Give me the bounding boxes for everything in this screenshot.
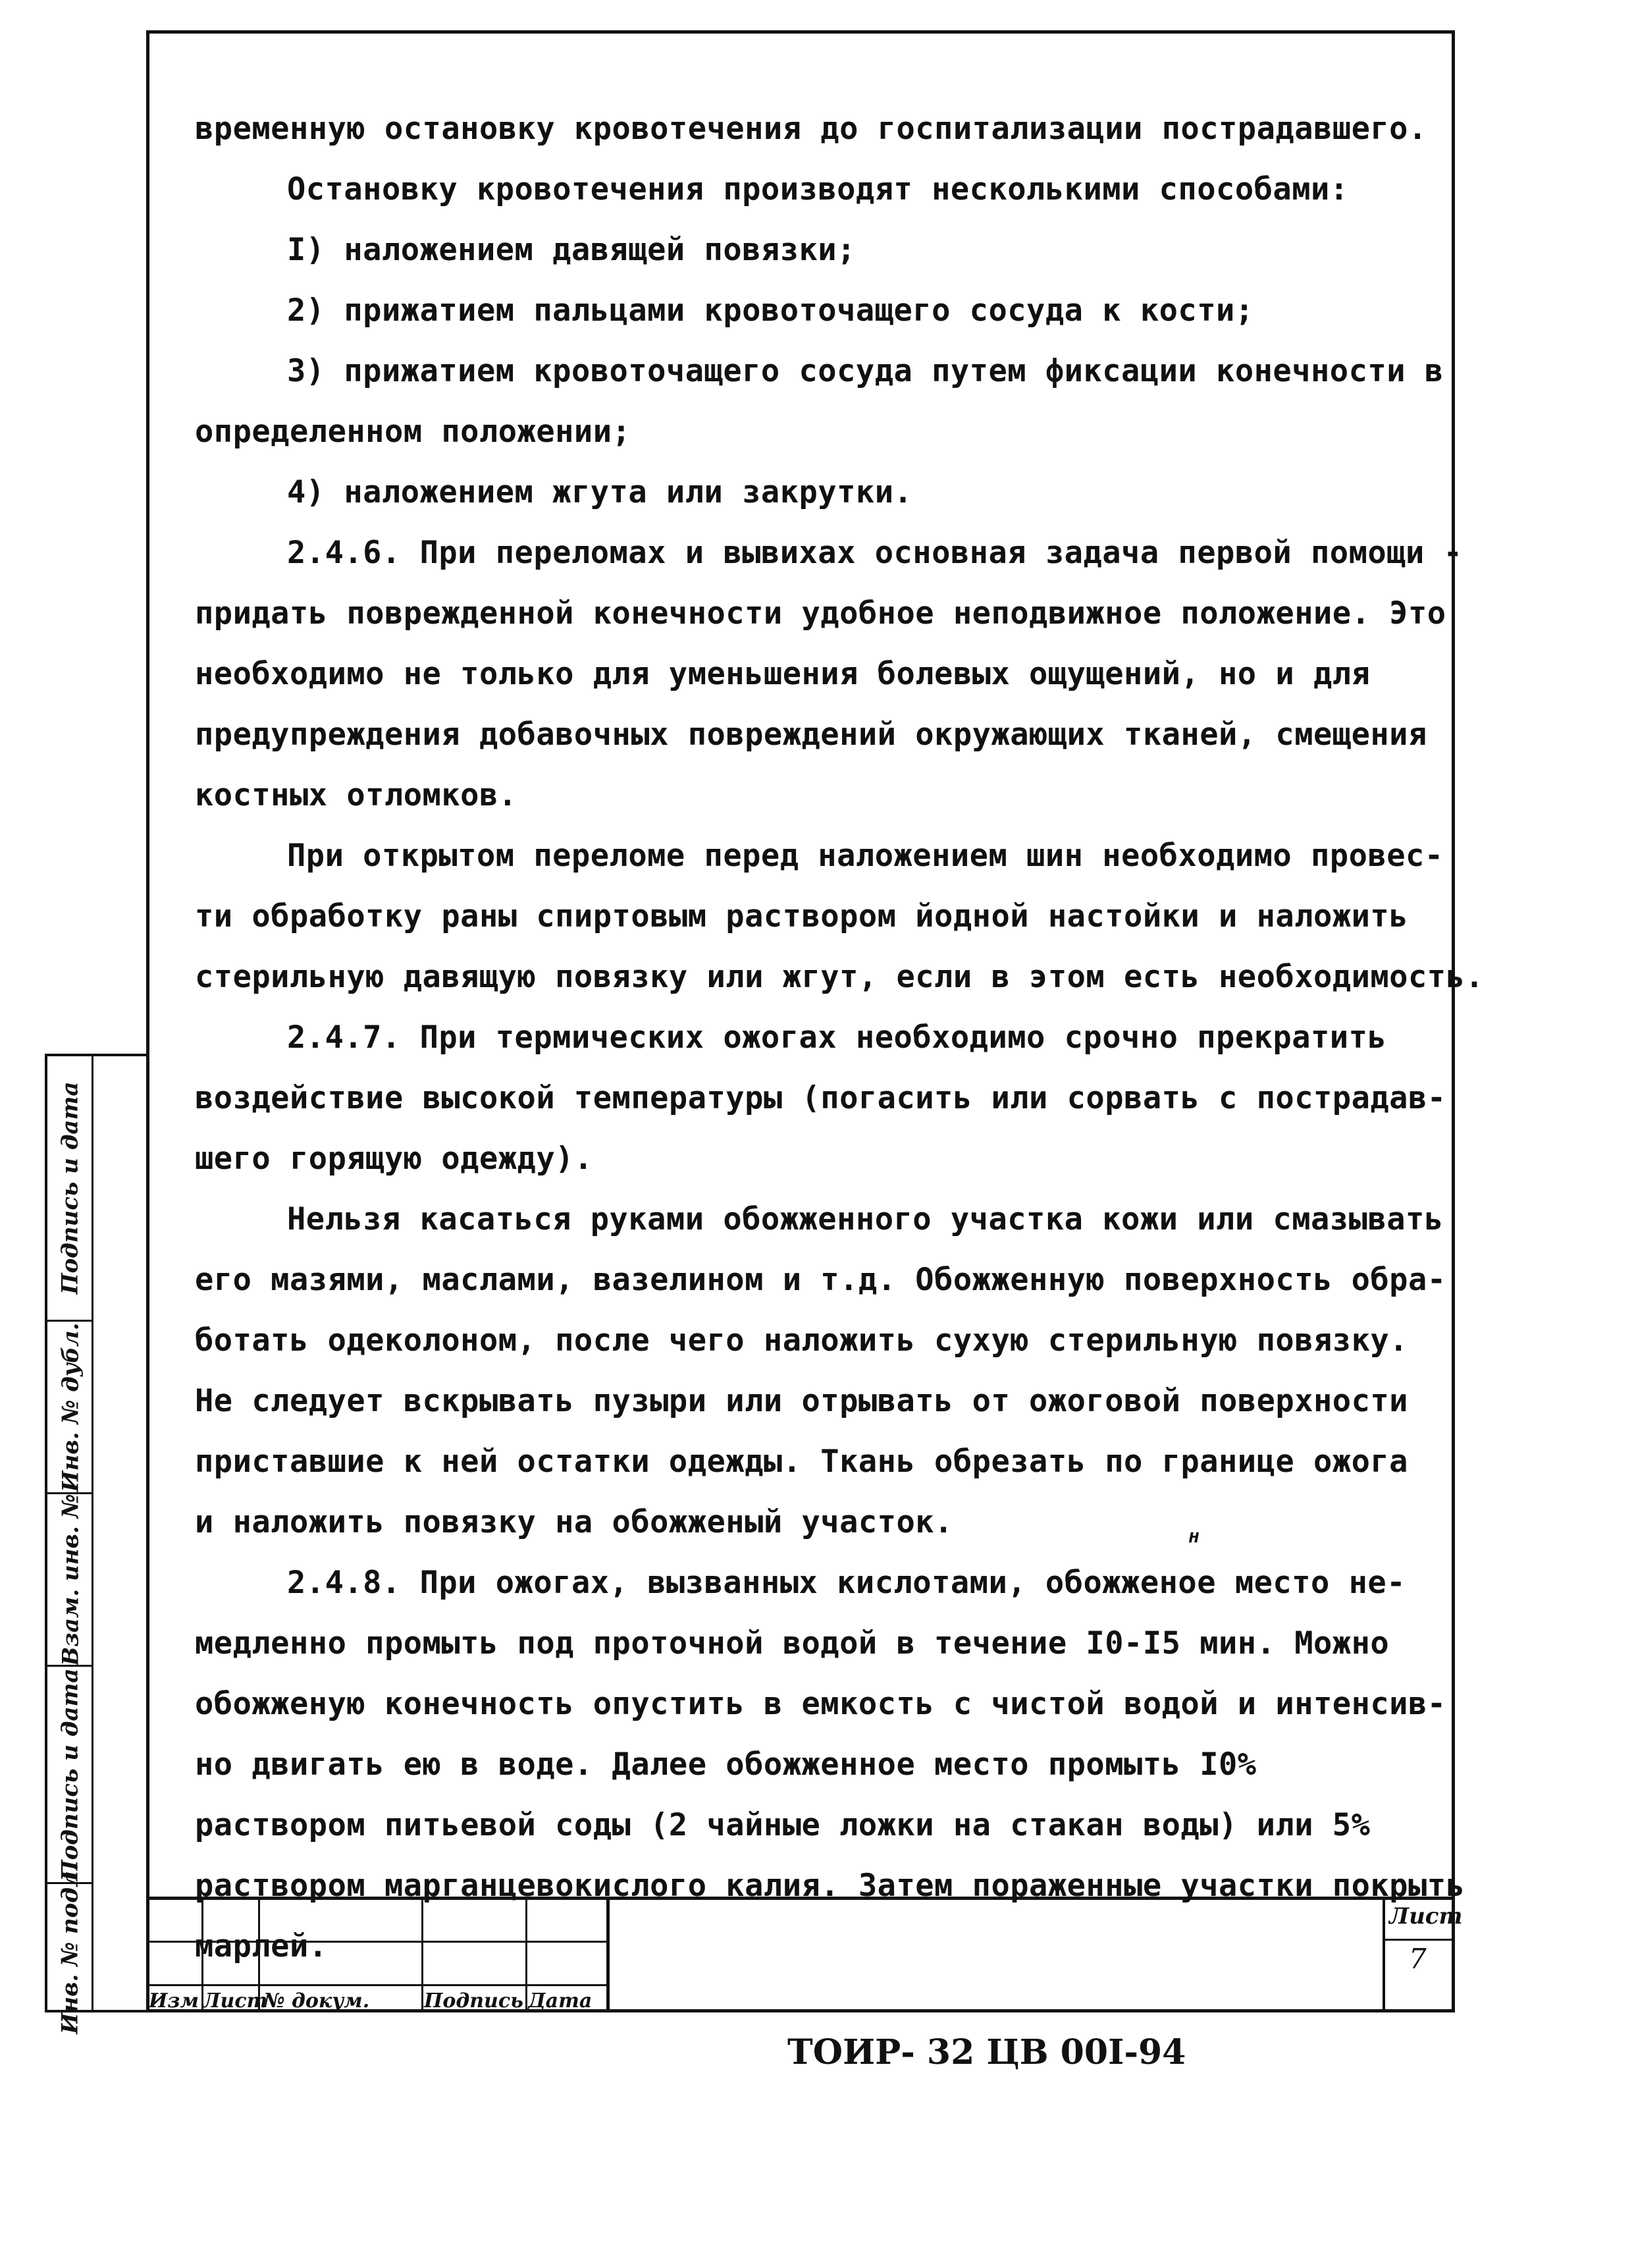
text-line: приставшие к ней остатки одежды. Ткань обрезать по границе ожога [195,1444,1408,1480]
side-cell-inv-podl [47,1862,93,2034]
side-label: Инв. № подл. [57,1862,84,2034]
side-cell-inv-dubl [47,1320,93,1492]
text-line: При открытом переломе перед наложением шин необходимо провес- [287,838,1444,874]
col-podpis: Подпись [424,1989,523,2012]
side-label: Взам. инв. № [57,1494,84,1665]
title-block [146,1897,1455,2012]
text-line: стерильную давящую повязку или жгут, если в этом есть необходимость. [195,959,1485,995]
text-line: Не следует вскрывать пузыри или отрывать от ожоговой поверхности [195,1383,1408,1419]
side-stamp-labels [47,1056,93,2034]
divider [525,1900,527,2012]
side-label: Подпись и дата [57,1667,84,1881]
col-data: Дата [528,1989,593,2012]
col-ndokum: № докум. [263,1989,370,2012]
text-line: 2) прижатием пальцами кровоточащего сосуда к кости; [287,292,1254,329]
text-line: обожженую конечность опустить в емкость с чистой водой и интенсив- [195,1686,1446,1722]
text-line: 2.4.6. При переломах и вывихах основная задача первой помощи - [287,535,1463,571]
body-text [195,99,1485,1977]
text-line: раствором марганцевокислого калия. Затем пораженные участки покрыть [195,1868,1465,1904]
text-line: определенном положении; [195,414,631,450]
text-line: костных отломков. [195,777,517,813]
text-line: ботать одеколоном, после чего наложить сухую стерильную повязку. [195,1322,1408,1359]
sheet-label: Лист [1389,1903,1463,1930]
side-cell-podpis-data-bottom [47,1665,93,1882]
divider [146,1941,610,1943]
text-line: предупреждения добавочных повреждений окружающих тканей, смещения [195,716,1427,753]
side-label: Инв. № дубл. [57,1322,84,1492]
side-stamp [45,1054,146,2034]
handwritten-correction: н [1188,1525,1200,1547]
divider [146,1984,610,1986]
text-line: его мазями, маслами, вазелином и т.д. Обожженную поверхность обра- [195,1262,1446,1298]
text-line: медленно промыть под проточной водой в течение I0-I5 мин. Можно [195,1625,1390,1661]
text-line: 2.4.8. При ожогах, вызванных кислотами, обожженое место не- [287,1565,1406,1601]
text-line: воздействие высокой температуры (погасить или сорвать с пострадав- [195,1080,1446,1116]
col-list: Лист [203,1989,268,2012]
text-line: 2.4.7. При термических ожогах необходимо срочно прекратить [287,1019,1387,1056]
revision-table [146,1900,610,2012]
text-line: шего горящую одежду). [195,1141,593,1177]
text-line: и наложить повязку на обожженый участок. [195,1504,953,1540]
text-line: 3) прижатием кровоточащего сосуда путем фиксации конечности в [287,353,1444,389]
col-izm: Изм [149,1989,199,2012]
text-line: но двигать ею в воде. Далее обожженное место промыть I0% [195,1746,1257,1783]
text-line: Остановку кровотечения производят несколькими способами: [287,171,1349,207]
text-line: Нельзя касаться руками обожженного участка кожи или смазывать [287,1201,1444,1237]
divider [1385,1939,1455,1941]
text-line: I) наложением давящей повязки; [287,232,856,268]
divider [421,1900,423,2012]
document-number: ТОИР- 32 ЦВ 00I-94 [787,2032,1186,2072]
text-line: временную остановку кровотечения до госпитализации пострадавшего. [195,111,1427,147]
sheet-box [1383,1897,1463,2012]
text-line: придать поврежденной конечности удобное неподвижное положение. Это [195,595,1446,632]
side-cell-vzam-inv [47,1492,93,1665]
side-label: Подпись и дата [57,1081,84,1295]
text-line: раствором питьевой соды (2 чайные ложки на стакан воды) или 5% [195,1807,1371,1843]
text-line: ти обработку раны спиртовым раствором йодной настойки и наложить [195,898,1408,934]
text-line: марлей. [195,1928,328,1964]
text-line: необходимо не только для уменьшения болевых ощущений, но и для [195,656,1371,692]
side-cell-podpis-data-top [47,1056,93,1320]
sheet-number: 7 [1409,1943,1427,1975]
text-line: 4) наложением жгута или закрутки. [287,474,913,510]
